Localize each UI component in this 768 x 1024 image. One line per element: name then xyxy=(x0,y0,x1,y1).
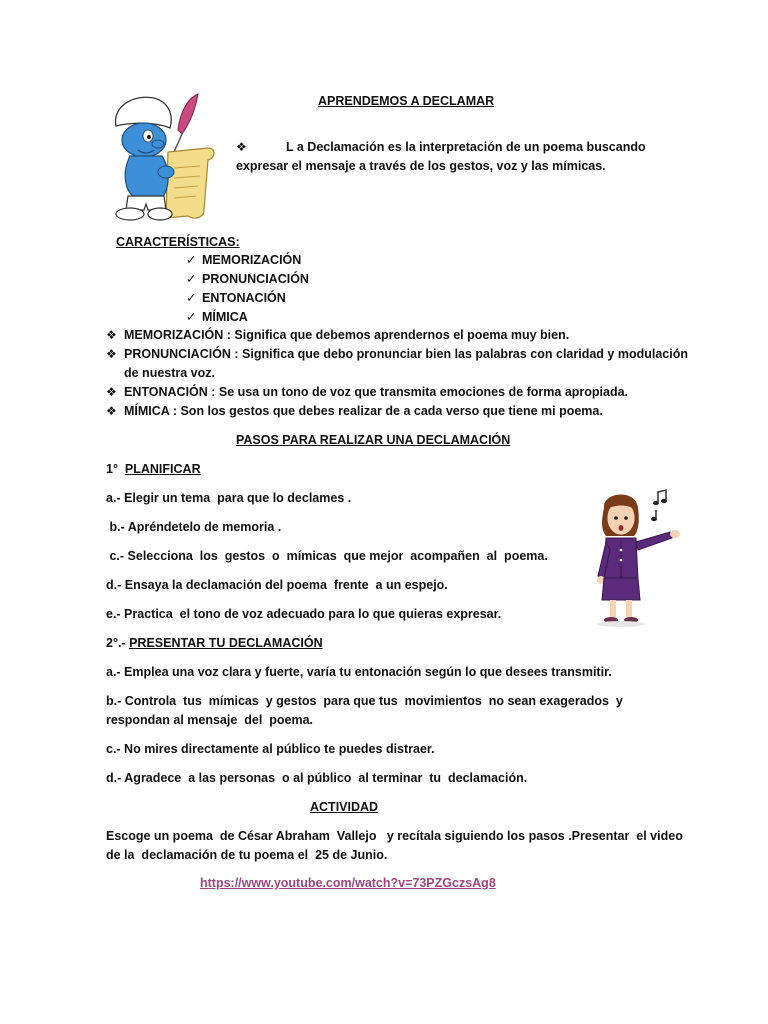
diamond-bullet-icon: ❖ xyxy=(106,404,117,418)
page-title: APRENDEMOS A DECLAMAR xyxy=(318,94,495,108)
pasos-heading: PASOS PARA REALIZAR UNA DECLAMACIÓN xyxy=(236,433,511,447)
planificar-step-c: c.- Selecciona los gestos o mímicas que mejor acompañen al poema. xyxy=(106,549,548,563)
intro-line-2: expresar el mensaje a través de los gestos, voz y las mímicas. xyxy=(236,159,606,173)
presentar-step-c: c.- No mires directamente al público te puedes distraer. xyxy=(106,742,435,756)
intro-line-1 xyxy=(236,140,646,154)
check-icon: ✓ xyxy=(186,310,197,324)
presentar-step-a: a.- Emplea una voz clara y fuerte, varía tu entonación según lo que desees transmitir. xyxy=(106,665,612,679)
check-icon: ✓ xyxy=(186,253,197,267)
planificar-number: 1° xyxy=(106,462,118,476)
intro-text-1: L a Declamación es la interpretación de un poema buscando xyxy=(286,140,646,154)
actividad-line-1: Escoge un poema de César Abraham Vallejo y recítala siguiendo los pasos .Presentar el video xyxy=(106,829,683,843)
planificar-heading-row xyxy=(106,462,201,476)
check-item-mimica: ✓ MÍMICA xyxy=(186,310,248,324)
planificar-step-d: d.- Ensaya la declamación del poema frente a un espejo. xyxy=(106,578,448,592)
presentar-step-b-1: b.- Controla tus mímicas y gestos para que tus movimientos no sean exagerados y xyxy=(106,694,623,708)
presentar-heading: PRESENTAR TU DECLAMACIÓN xyxy=(129,636,323,650)
presentar-heading-row xyxy=(106,636,323,650)
planificar-step-b: b.- Apréndetelo de memoria . xyxy=(106,520,282,534)
planificar-step-e: e.- Practica el tono de voz adecuado para lo que quieras expresar. xyxy=(106,607,502,621)
definition-entonacion: ❖ ENTONACIÓN : Se usa un tono de voz que transmita emociones de forma apropiada. xyxy=(106,385,629,399)
actividad-heading: ACTIVIDAD xyxy=(310,800,379,814)
definition-mimica: ❖ MÍMICA : Son los gestos que debes realizar de a cada verso que tiene mi poema. xyxy=(106,404,603,418)
check-icon: ✓ xyxy=(186,272,197,286)
girl-declaiming-illustration xyxy=(592,488,688,628)
presentar-number: 2°.- xyxy=(106,636,126,650)
diamond-bullet-icon: ❖ xyxy=(106,385,117,399)
planificar-heading: PLANIFICAR xyxy=(124,462,201,476)
diamond-bullet-icon: ❖ xyxy=(236,140,247,154)
diamond-bullet-icon: ❖ xyxy=(106,328,117,342)
check-icon: ✓ xyxy=(186,291,197,305)
check-item-entonacion: ✓ ENTONACIÓN xyxy=(186,291,286,305)
actividad-line-2: de la declamación de tu poema el 25 de Junio. xyxy=(106,848,388,862)
definition-memorizacion: ❖ MEMORIZACIÓN : Significa que debemos aprendernos el poema muy bien. xyxy=(106,328,570,342)
presentar-step-d: d.- Agradece a las personas o al público al terminar tu declamación. xyxy=(106,771,528,785)
presentar-step-b-2: respondan al mensaje del poema. xyxy=(106,713,314,727)
check-item-pronunciacion: ✓ PRONUNCIACIÓN xyxy=(186,272,309,286)
smurf-illustration xyxy=(108,92,222,222)
planificar-step-a: a.- Elegir un tema para que lo declames . xyxy=(106,491,352,505)
caracteristicas-heading: CARACTERÍSTICAS: xyxy=(116,235,240,249)
definition-pronunciacion-cont: de nuestra voz. xyxy=(124,366,215,380)
definition-pronunciacion: ❖ PRONUNCIACIÓN : Significa que debo pronunciar bien las palabras con claridad y modulación xyxy=(106,347,688,361)
check-item-memorizacion: ✓ MEMORIZACIÓN xyxy=(186,253,302,267)
diamond-bullet-icon: ❖ xyxy=(106,347,117,361)
youtube-link[interactable]: https://www.youtube.com/watch?v=73PZGczsAg8 xyxy=(200,876,496,890)
